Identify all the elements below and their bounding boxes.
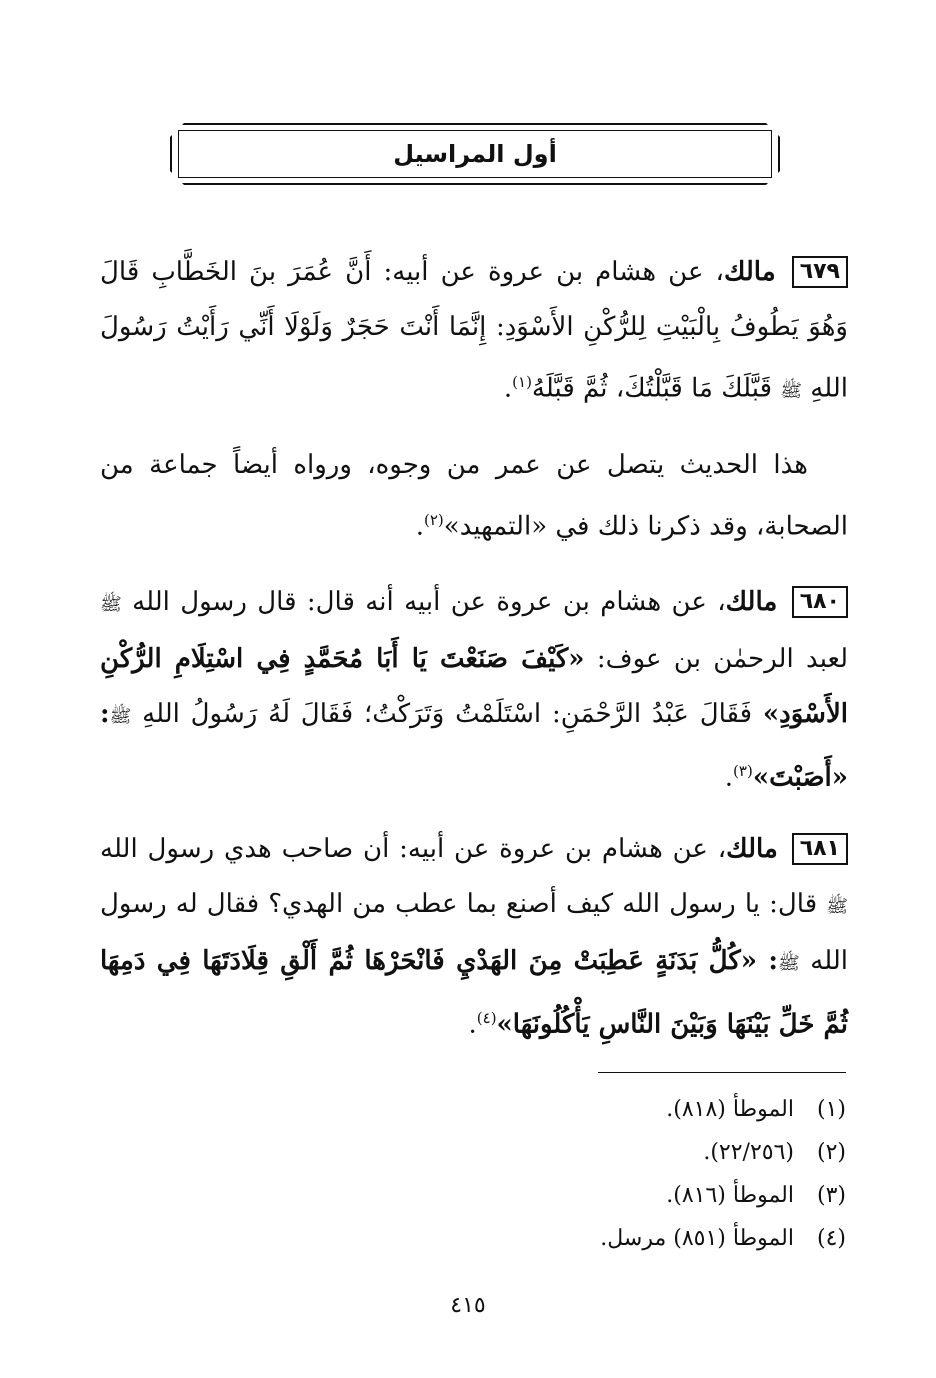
hadith-number: ٦٨١ [792,833,848,865]
hadith-text: ، عن هشام بن عروة عن أبيه أنه قال: قال رسول الله [132,587,726,617]
hadith-text-mid: لعبد الرحمٰن بن عوف: [596,644,849,674]
footnotes [500,1088,846,1260]
narrator-name: مالك [723,257,776,287]
footnote-item [500,1131,846,1174]
full-stop: . [468,1009,477,1040]
hadith-text-tail: قَبَّلَكَ مَا قَبَّلْتُكَ، ثُمَّ قَبَّلَهُ [531,373,773,404]
page-number: ٤١٥ [450,1293,486,1318]
footnote-text: الموطأ (٨٥١) مرسل. [600,1226,794,1251]
salla-symbol: ﷺ [777,953,800,974]
footnote-item [500,1174,846,1217]
footnote-item [500,1088,846,1131]
footnote-divider [598,1072,846,1073]
salla-symbol: ﷺ [109,706,132,727]
full-stop: . [724,762,734,793]
footnote-text: الموطأ (٨١٨). [666,1097,794,1122]
prophetic-quote: «كَيْفَ صَنَعْتَ يَا أَبَا مُحَمَّدٍ فِي اسْتِلَامِ الرُّكْنِ الأَسْوَدِ» [100,644,849,729]
hadith-number: ٦٧٩ [792,256,848,288]
commentary [100,438,848,555]
hadith-679 [100,245,848,419]
narrator-name: مالك [726,834,778,864]
salla-symbol: ﷺ [100,594,122,615]
prophetic-quote-2: : «أَصَبْتَ» [100,699,848,793]
hadith-text-after: فَقَالَ عَبْدُ الرَّحْمَنِ: اسْتَلَمْتُ وَتَرَكْتُ؛ فَقَالَ لَهُ رَسُولُ اللهِ [142,699,753,729]
full-stop: . [415,511,424,542]
commentary-text: هذا الحديث يتصل عن عمر من وجوه، ورواه أيضاً جماعة من الصحابة، وقد ذكرنا ذلك في «التمهيد» [100,450,848,542]
hadith-text-mid: قال: يا رسول الله كيف أصنع بما عطب من الهدي؟ فقال له رسول الله [100,889,848,976]
page-title: أول المراسيل [393,140,557,168]
hadith-text: ، عن هشام بن عروة عن أبيه: أَنَّ عُمَرَ بنَ الخَطَّابِ قَالَ وَهُوَ يَطُوفُ بِالْبَيْتِ لِلرُّكْنِ الأَسْوَدِ: إِنَّمَا أَنْتَ حَجَرٌ وَلَوْلَا أَنِّي رَأَيْتُ رَسُولَ اللهِ [100,257,848,404]
footnote-item [500,1217,846,1260]
hadith-680 [100,575,848,806]
salla-symbol: ﷺ [826,896,848,917]
footnote-number: (٢) [816,1140,846,1165]
footnote-text: (٢٢/٢٥٦). [703,1140,794,1165]
footnote-ref: (٣) [733,762,753,780]
footnote-ref: (٢) [424,511,444,529]
footnote-number: (١) [816,1097,846,1122]
footnote-ref: (٤) [476,1009,497,1027]
prophetic-quote: : «كُلُّ بَدَنَةٍ عَطِبَتْ مِنَ الهَدْيِ فَانْحَرْهَا ثُمَّ أَلْقِ قِلَادَتَهَا فِي دَمِهَا ثُمَّ خَلِّ بَيْنَهَا وَبَيْنَ النَّاسِ يَأْكُلُونَهَا» [100,946,848,1040]
footnote-number: (٣) [816,1183,846,1208]
footnote-ref: (١) [512,373,532,391]
footnote-number: (٤) [816,1226,846,1251]
full-stop: . [503,373,513,404]
footnote-text: الموطأ (٨١٦). [666,1183,794,1208]
hadith-text: ، عن هشام بن عروة عن أبيه: أن صاحب هدي رسول الله [100,834,727,864]
hadith-681 [100,822,848,1053]
salla-symbol: ﷺ [780,380,803,402]
hadith-number: ٦٨٠ [792,586,848,618]
narrator-name: مالك [725,587,778,617]
